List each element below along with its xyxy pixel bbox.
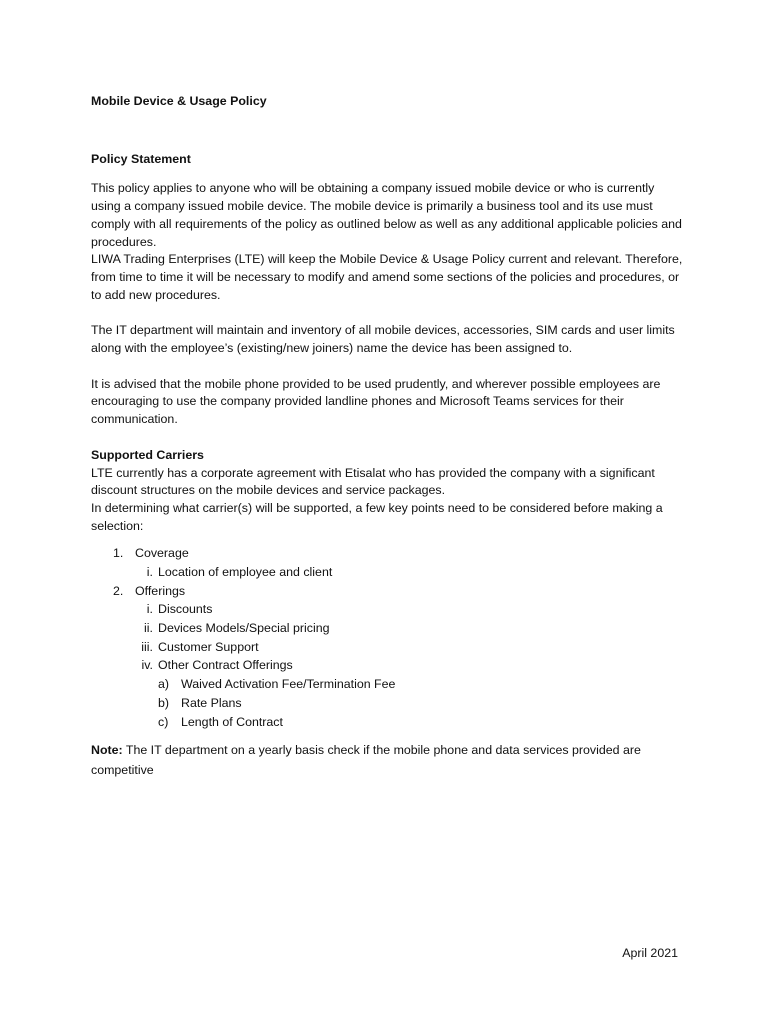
carrier-agreement-paragraph: LTE currently has a corporate agreement with Etisalat who has provided the company with a significant discount structures on the mobile devices and service packages. bbox=[91, 465, 655, 498]
list-marker: 2. bbox=[113, 583, 124, 598]
document-body bbox=[91, 93, 683, 780]
list-item-label: Location of employee and client bbox=[158, 565, 333, 580]
prudent-use-paragraph: It is advised that the mobile phone provided to be used prudently, and wherever possible employees are encouraging to use the company provided landline phones and Microsoft Teams services for their communication. bbox=[91, 376, 661, 427]
list-marker: c) bbox=[158, 714, 169, 729]
list-item bbox=[91, 675, 683, 694]
list-marker: ii. bbox=[144, 621, 153, 636]
list-item bbox=[91, 544, 683, 563]
note-label: Note: bbox=[91, 743, 123, 758]
carrier-selection-paragraph: In determining what carrier(s) will be supported, a few key points need to be considered before making a selection: bbox=[91, 500, 663, 533]
list-marker: b) bbox=[158, 695, 170, 710]
list-item bbox=[91, 656, 683, 675]
list-item bbox=[91, 563, 683, 582]
list-item bbox=[91, 582, 683, 601]
policy-statement-heading: Policy Statement bbox=[91, 151, 191, 166]
list-item-label: Offerings bbox=[135, 583, 186, 598]
list-marker: iii. bbox=[141, 639, 153, 654]
policy-statement-paragraph-1: This policy applies to anyone who will be obtaining a company issued mobile device or who is currently using a company issued mobile device. The mobile device is primarily a business tool and its use must comply with all requirements of the policy as outlined below as well as any additional applicable policies and procedures. bbox=[91, 181, 682, 249]
document-title: Mobile Device & Usage Policy bbox=[91, 94, 267, 108]
list-item bbox=[91, 619, 683, 638]
list-item-label: Rate Plans bbox=[181, 695, 242, 710]
footer-date: April 2021 bbox=[622, 946, 678, 960]
list-marker: i. bbox=[146, 565, 153, 580]
list-item bbox=[91, 694, 683, 713]
note-paragraph bbox=[91, 740, 683, 780]
policy-statement-paragraph-2: LIWA Trading Enterprises (LTE) will keep the Mobile Device & Usage Policy current and relevant. Therefore, from time to time it will be necessary to modify and amend some sections of the policies and procedures, or to add new procedures. bbox=[91, 252, 683, 302]
list-item bbox=[91, 638, 683, 657]
list-item bbox=[91, 713, 683, 732]
list-item bbox=[91, 600, 683, 619]
list-item-label: Waived Activation Fee/Termination Fee bbox=[181, 677, 396, 692]
list-item-label: Discounts bbox=[158, 602, 213, 617]
note-text: The IT department on a yearly basis check if the mobile phone and data services provided are competitive bbox=[91, 743, 641, 778]
list-marker: a) bbox=[158, 677, 170, 692]
list-item-label: Devices Models/Special pricing bbox=[158, 621, 330, 636]
list-marker: iv. bbox=[141, 658, 153, 673]
list-item-label: Customer Support bbox=[158, 639, 259, 654]
list-item-label: Length of Contract bbox=[181, 714, 283, 729]
list-marker: i. bbox=[146, 602, 153, 617]
carrier-criteria-list bbox=[91, 544, 683, 731]
list-item-label: Other Contract Offerings bbox=[158, 658, 293, 673]
inventory-paragraph: The IT department will maintain and inventory of all mobile devices, accessories, SIM cards and user limits along with the employee’s (existing/new joiners) name the device has been assigned to. bbox=[91, 323, 675, 356]
list-item-label: Coverage bbox=[135, 546, 189, 561]
list-marker: 1. bbox=[113, 546, 124, 561]
supported-carriers-heading: Supported Carriers bbox=[91, 447, 204, 462]
